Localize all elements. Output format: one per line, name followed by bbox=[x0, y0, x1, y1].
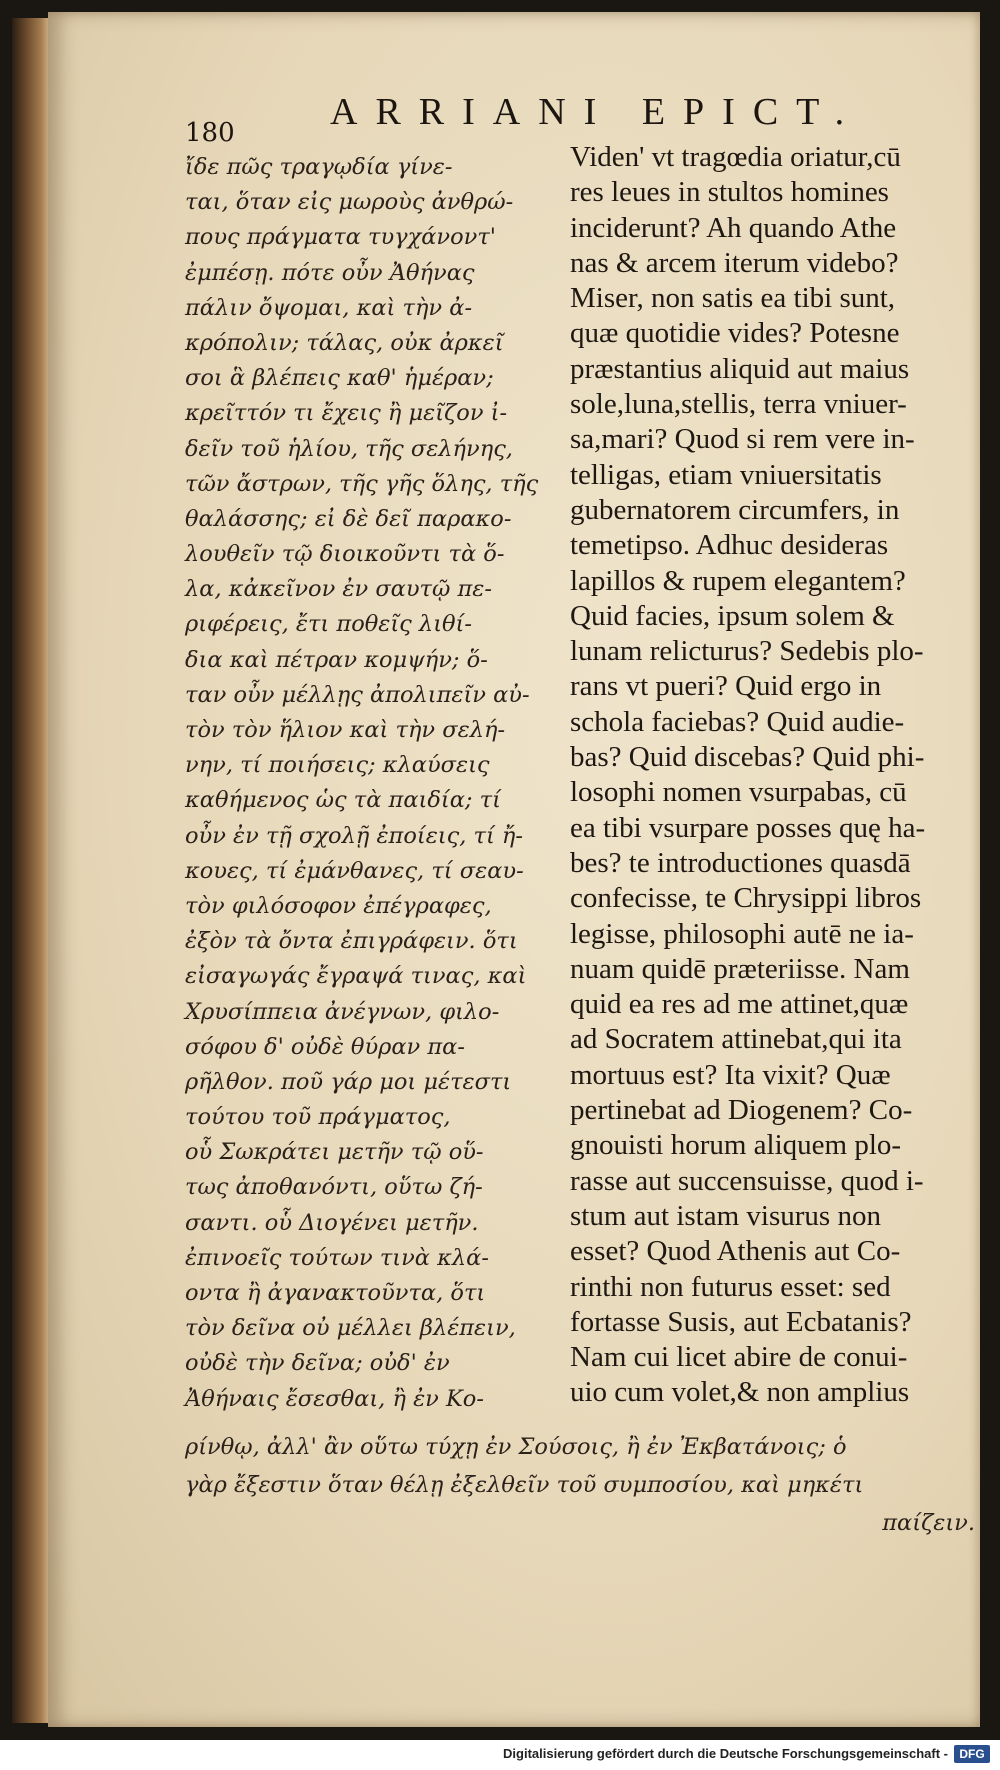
greek-line: ἐμπέσῃ. πότε οὖν Ἀθήνας bbox=[185, 259, 475, 286]
greek-line: τὸν φιλόσοφον ἐπέγραφες, bbox=[185, 892, 492, 919]
greek-line: καθήμενος ὡς τὰ παιδία; τί bbox=[185, 787, 501, 814]
running-head: ARRIANI EPICT. bbox=[330, 91, 863, 133]
latin-line: ad Socratem attinebat,qui ita bbox=[570, 1023, 902, 1056]
latin-line: Nam cui licet abire de conui- bbox=[570, 1341, 908, 1374]
latin-line: sole,luna,stellis, terra vniuer- bbox=[570, 388, 907, 421]
latin-line: nuam quidē præteriisse. Nam bbox=[570, 952, 910, 985]
latin-line: Miser, non satis ea tibi sunt, bbox=[570, 282, 896, 315]
greek-line: νην, τί ποιήσεις; κλαύσεις bbox=[185, 752, 490, 779]
greek-column bbox=[185, 150, 555, 1417]
greek-line: πάλιν ὄψομαι, καὶ τὴν ἀ- bbox=[185, 294, 473, 321]
latin-line: bes? te introductiones quasdā bbox=[570, 846, 911, 879]
greek-line: ἐπινοεῖς τούτων τινὰ κλά- bbox=[185, 1244, 489, 1271]
latin-line: ea tibi vsurpare posses quę ha- bbox=[570, 811, 926, 844]
greek-line: οὖν ἐν τῇ σχολῇ ἐποίεις, τί ἤ- bbox=[185, 822, 524, 849]
latin-line: quæ quotidie vides? Potesne bbox=[570, 317, 900, 350]
greek-line: σόφου δ' οὐδὲ θύραν πα- bbox=[185, 1033, 465, 1060]
latin-line: temetipso. Adhuc desideras bbox=[570, 529, 889, 562]
greek-line: ἐξὸν τὰ ὄντα ἐπιγράφειν. ὅτι bbox=[185, 928, 518, 955]
latin-line: præstantius aliquid aut maius bbox=[570, 352, 910, 385]
greek-line: σοι ἃ βλέπεις καθ' ἡμέραν; bbox=[185, 365, 494, 392]
greek-line: κρεῖττόν τι ἔχεις ἢ μεῖζον ἰ- bbox=[185, 400, 508, 427]
greek-tail-line: ρίνθῳ, ἀλλ' ἂν οὕτω τύχῃ ἐν Σούσοις, ἢ ἐν Ἐκβατάνοις; ὁ bbox=[185, 1434, 847, 1460]
greek-line: θαλάσσης; εἰ δὲ δεῖ παρακο- bbox=[185, 505, 512, 532]
latin-line: fortasse Susis, aut Ecbatanis? bbox=[570, 1305, 912, 1338]
latin-line: pertinebat ad Diogenem? Co- bbox=[570, 1094, 913, 1127]
greek-line: πους πράγματα τυγχάνοντ' bbox=[185, 224, 496, 251]
greek-line: κρόπολιν; τάλας, οὐκ ἀρκεῖ bbox=[185, 329, 504, 356]
latin-line: nas & arcem iterum videbo? bbox=[570, 246, 899, 279]
greek-line: οντα ἢ ἀγανακτοῦντα, ὅτι bbox=[185, 1280, 486, 1306]
greek-line: τὸν τὸν ἥλιον καὶ τὴν σελή- bbox=[185, 717, 506, 743]
greek-line: ρῆλθον. ποῦ γάρ μοι μέτεστι bbox=[185, 1068, 512, 1095]
latin-line: confecisse, te Chrysippi libros bbox=[570, 882, 922, 915]
greek-tail-line: παίζειν. bbox=[882, 1510, 975, 1536]
greek-line: τούτου τοῦ πράγματος, bbox=[185, 1104, 451, 1131]
latin-line: bas? Quid discebas? Quid phi- bbox=[570, 741, 925, 774]
latin-line: quid ea res ad me attinet,quæ bbox=[570, 988, 909, 1021]
latin-line: esset? Quod Athenis aut Co- bbox=[570, 1235, 901, 1268]
latin-line: Quid facies, ipsum solem & bbox=[570, 599, 895, 632]
greek-line: ἴδε πῶς τραγῳδία γίνε- bbox=[185, 154, 453, 180]
latin-column bbox=[570, 140, 970, 1411]
latin-line: gubernatorem circumfers, in bbox=[570, 493, 900, 526]
greek-line: σαντι. οὗ Διογένει μετῆν. bbox=[185, 1209, 479, 1236]
latin-line: rans vt pueri? Quid ergo in bbox=[570, 670, 882, 703]
greek-line: εἰσαγωγάς ἔγραψά τινας, καὶ bbox=[185, 963, 527, 990]
greek-line: τως ἀποθανόντι, οὕτω ζή- bbox=[185, 1174, 483, 1201]
latin-line: losophi nomen vsurpabas, cū bbox=[570, 776, 907, 809]
latin-line: uio cum volet,& non amplius bbox=[570, 1376, 910, 1409]
latin-line: mortuus est? Ita vixit? Quæ bbox=[570, 1058, 891, 1091]
greek-line: Ἀθήναις ἔσεσθαι, ἢ ἐν Κο- bbox=[185, 1385, 484, 1412]
latin-line: rasse aut succensuisse, quod i- bbox=[570, 1164, 924, 1197]
greek-line: τῶν ἄστρων, τῆς γῆς ὅλης, τῆς bbox=[185, 470, 539, 497]
greek-line: Χρυσίππεια ἀνέγνων, φιλο- bbox=[185, 998, 500, 1025]
greek-line: κουες, τί ἐμάνθανες, τί σεαυ- bbox=[185, 857, 524, 884]
latin-line: sa,mari? Quod si rem vere in- bbox=[570, 423, 915, 456]
page-edge bbox=[12, 18, 48, 1723]
greek-line: δεῖν τοῦ ἡλίου, τῆς σελήνης, bbox=[185, 435, 513, 462]
latin-line: gnouisti horum aliquem plo- bbox=[570, 1129, 902, 1162]
greek-line: οὗ Σωκράτει μετῆν τῷ οὕ- bbox=[185, 1139, 484, 1166]
latin-line: lunam relicturus? Sedebis plo- bbox=[570, 635, 924, 668]
latin-line: res leues in stultos homines bbox=[570, 176, 889, 209]
greek-line: ριφέρεις, ἔτι ποθεῖς λιθί- bbox=[185, 611, 472, 638]
greek-line: λα, κἀκεῖνον ἐν σαυτῷ πε- bbox=[185, 576, 492, 603]
latin-line: stum aut istam visurus non bbox=[570, 1199, 881, 1232]
latin-line: legisse, philosophi autē ne ia- bbox=[570, 917, 914, 950]
latin-line: rinthi non futurus esset: sed bbox=[570, 1270, 891, 1303]
greek-line: ταν οὖν μέλλῃς ἀπολιπεῖν αὐ- bbox=[185, 681, 530, 708]
latin-line: inciderunt? Ah quando Athe bbox=[570, 211, 897, 244]
footer-bar bbox=[0, 1740, 1000, 1770]
dfg-logo: DFG bbox=[954, 1745, 990, 1763]
greek-tail bbox=[185, 1428, 975, 1542]
greek-line: τὸν δεῖνα οὐ μέλλει βλέπειν, bbox=[185, 1315, 516, 1342]
greek-line: δια καὶ πέτραν κομψήν; ὅ- bbox=[185, 646, 488, 673]
greek-tail-line: γὰρ ἔξεστιν ὅταν θέλῃ ἐξελθεῖν τοῦ συμποσίου, καὶ μηκέτι bbox=[185, 1472, 864, 1498]
page-number: 180 bbox=[185, 118, 235, 148]
greek-line: λουθεῖν τῷ διοικοῦντι τὰ ὅ- bbox=[185, 541, 505, 568]
latin-line: Viden' vt tragœdia oriatur,cū bbox=[570, 141, 901, 173]
latin-line: telligas, etiam vniuersitatis bbox=[570, 458, 882, 491]
latin-line: lapillos & rupem elegantem? bbox=[570, 564, 906, 597]
greek-line: ται, ὅταν εἰς μωροὺς ἀνθρώ- bbox=[185, 189, 514, 216]
footer-credit: Digitalisierung gefördert durch die Deutsche Forschungsgemeinschaft - bbox=[503, 1746, 948, 1761]
greek-line: οὐδὲ τὴν δεῖνα; οὐδ' ἐν bbox=[185, 1350, 450, 1377]
latin-line: schola faciebas? Quid audie- bbox=[570, 705, 905, 738]
